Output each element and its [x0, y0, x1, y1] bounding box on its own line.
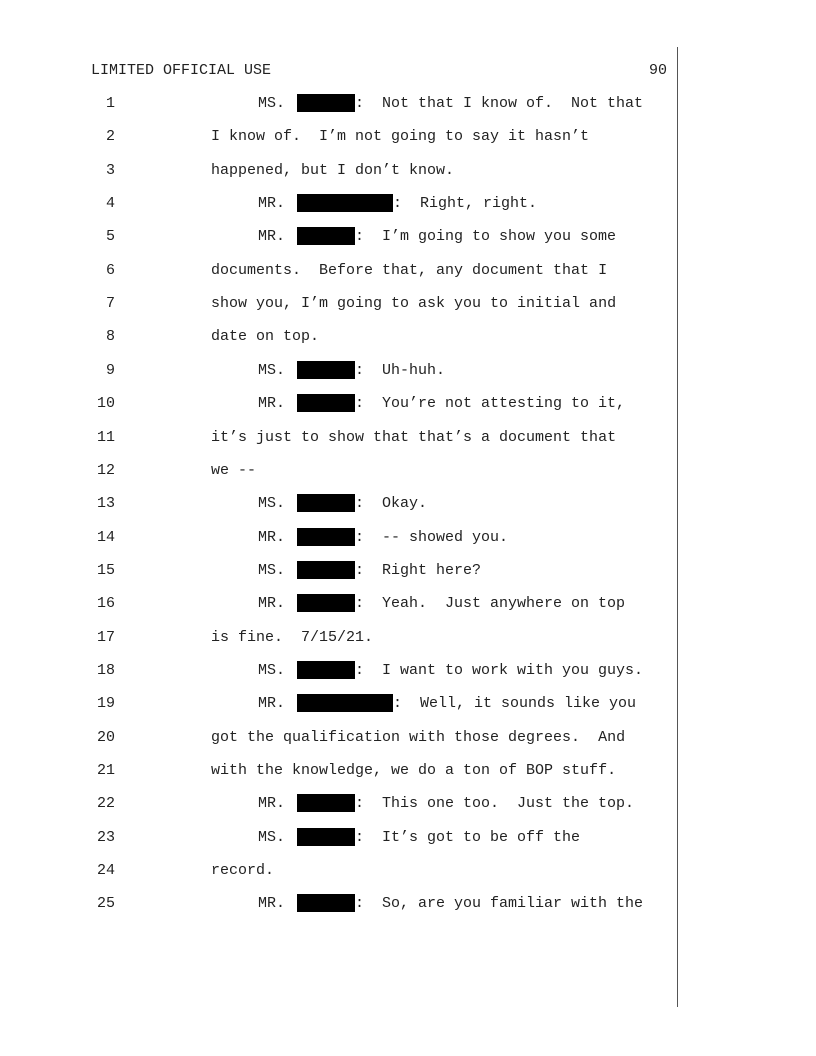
transcript-line [0, 562, 680, 582]
line-number: 5 [105, 228, 115, 246]
transcript-line [0, 429, 680, 449]
line-number: 14 [96, 528, 115, 546]
line-number: 12 [96, 461, 115, 479]
line-text: : Yeah. Just anywhere on top [355, 595, 626, 613]
speaker-label: MR. [258, 795, 286, 813]
line-number: 13 [96, 495, 115, 513]
speaker-label: MS. [258, 95, 286, 112]
line-text: : Right here? [355, 561, 482, 579]
line-text: : I’m going to show you some [355, 228, 617, 246]
line-number: 3 [105, 161, 115, 179]
line-text: show you, I’m going to ask you to initial and [211, 295, 617, 313]
transcript-line [0, 395, 680, 415]
line-number: 6 [105, 261, 115, 279]
line-number: 24 [96, 862, 115, 880]
line-text: : Not that I know of. Not that [355, 95, 644, 112]
line-number: 20 [96, 728, 115, 746]
line-text: : It’s got to be off the [355, 828, 581, 846]
line-text: : -- showed you. [355, 528, 509, 546]
line-text: : This one too. Just the top. [355, 795, 635, 813]
speaker-label: MS. [258, 661, 286, 679]
transcript-line [0, 529, 680, 549]
transcript-line [0, 162, 680, 182]
line-number: 11 [96, 428, 115, 446]
line-number: 15 [96, 561, 115, 579]
speaker-label: MR. [258, 695, 286, 713]
speaker-label: MR. [258, 895, 286, 913]
line-text: record. [211, 862, 275, 880]
transcript-line [0, 729, 680, 749]
transcript-line [0, 862, 680, 882]
speaker-label: MS. [258, 561, 286, 579]
transcript-line [0, 262, 680, 282]
line-text: : I want to work with you guys. [355, 661, 644, 679]
speaker-label: MR. [258, 395, 286, 413]
line-text: documents. Before that, any document that I [211, 261, 608, 279]
transcript-line [0, 895, 680, 915]
line-number: 23 [96, 828, 115, 846]
transcript-line [0, 795, 680, 815]
line-number: 22 [96, 795, 115, 813]
transcript-line [0, 328, 680, 348]
line-text: : Well, it sounds like you [393, 695, 637, 713]
transcript-line [0, 662, 680, 682]
transcript-line [0, 462, 680, 482]
redaction-box [297, 828, 355, 846]
line-number: 7 [105, 295, 115, 313]
redaction-box [297, 528, 355, 546]
redaction-box [297, 94, 355, 112]
line-text: : Okay. [355, 495, 428, 513]
transcript-line [0, 362, 680, 382]
redaction-box [297, 694, 393, 712]
transcript-line [0, 595, 680, 615]
redaction-box [297, 894, 355, 912]
transcript-line [0, 762, 680, 782]
line-text: : You’re not attesting to it, [355, 395, 626, 413]
line-number: 10 [96, 395, 115, 413]
line-number: 25 [96, 895, 115, 913]
line-number: 17 [96, 628, 115, 646]
speaker-label: MR. [258, 195, 286, 213]
line-number: 9 [105, 361, 115, 379]
line-text: got the qualification with those degrees. And [211, 728, 626, 746]
transcript-line [0, 128, 680, 148]
redaction-box [297, 227, 355, 245]
speaker-label: MR. [258, 528, 286, 546]
line-text: is fine. 7/15/21. [211, 628, 374, 646]
transcript-line [0, 829, 680, 849]
line-text: it’s just to show that that’s a document that [211, 428, 617, 446]
redaction-box [297, 661, 355, 679]
line-number: 1 [105, 95, 115, 112]
transcript-line [0, 495, 680, 515]
redaction-box [297, 361, 355, 379]
transcript-line [0, 695, 680, 715]
transcript-line [0, 195, 680, 215]
line-text: happened, but I don’t know. [211, 161, 455, 179]
line-text: I know of. I’m not going to say it hasn’t [211, 128, 590, 146]
line-number: 8 [105, 328, 115, 346]
line-number: 16 [96, 595, 115, 613]
line-text: we -- [211, 461, 257, 479]
line-number: 2 [105, 128, 115, 146]
redaction-box [297, 394, 355, 412]
redaction-box [297, 594, 355, 612]
transcript-line [0, 228, 680, 248]
speaker-label: MS. [258, 828, 286, 846]
line-number: 21 [96, 762, 115, 779]
speaker-label: MS. [258, 495, 286, 513]
line-number: 19 [96, 695, 115, 713]
page-number: 90 [648, 62, 667, 79]
line-text: : So, are you familiar with the [355, 895, 644, 913]
line-text: date on top. [211, 328, 320, 346]
speaker-label: MS. [258, 361, 286, 379]
transcript-line [0, 295, 680, 315]
line-text: : Uh-huh. [355, 361, 446, 379]
speaker-label: MR. [258, 228, 286, 246]
line-text: with the knowledge, we do a ton of BOP stuff. [211, 762, 617, 779]
speaker-label: MR. [258, 595, 286, 613]
line-number: 18 [96, 661, 115, 679]
line-text: : Right, right. [393, 195, 538, 213]
page-header [91, 62, 667, 80]
transcript-line [0, 629, 680, 649]
transcript-line [0, 95, 680, 115]
line-number: 4 [105, 195, 115, 213]
redaction-box [297, 494, 355, 512]
redaction-box [297, 194, 393, 212]
classification-label: LIMITED OFFICIAL USE [91, 62, 272, 79]
redaction-box [297, 561, 355, 579]
redaction-box [297, 794, 355, 812]
